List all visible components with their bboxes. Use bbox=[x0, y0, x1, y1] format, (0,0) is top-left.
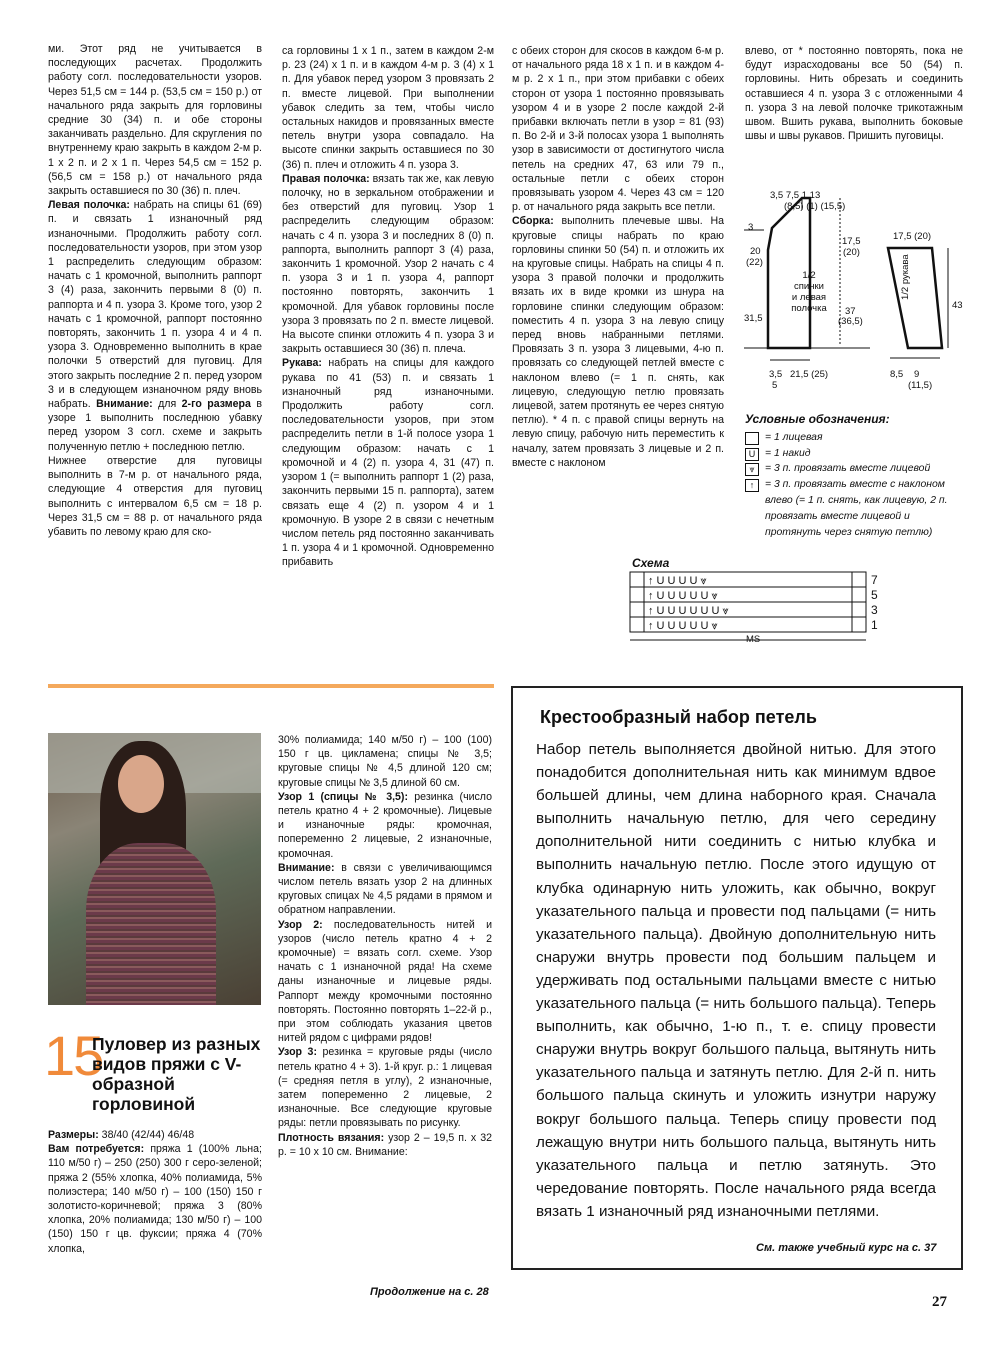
paragraph: Нижнее отверстие для пуговицы выполнить в 7-м р. от начального ряда, следующие 4 отверстия для пуговиц выполнить с интервалом 6,5 см = 18 р. Через 31,5 см = 88 р. от начального ряда убавить по левому краю для ско- bbox=[48, 454, 262, 538]
yarn-over-icon: U bbox=[745, 448, 759, 461]
paragraph: 30% полиамида; 140 м/50 г) – 100 (100) 150 г цв. цикламена; спицы № 3,5; круговые спицы № 4,5 длиной 120 см; круговые спицы № 3,5 длиной 60 см. bbox=[278, 734, 492, 789]
diagram-label: 9 bbox=[914, 369, 920, 380]
paragraph: Размеры: 38/40 (42/44) 46/48 bbox=[48, 1129, 195, 1141]
info-box-text: Набор петель выполняется двойной нитью. Для этого понадобится дополнительная нить как минимум вдвое большей длины, чем длина наборного края. Сначала выполнить начальную петлю, для чего середину дополнительной нити соединить с нитью клубка и выполнить начальную петлю. После этого идущую от клубка одинарную нить уложить, как обычно, вокруг указательного пальца и провести под пальцами (= нить указательного пальца). Двойную дополнительную нить снаружи внутрь провести под большим пальцем и удерживать под остальными пальцами вместе с нитью указательного пальца (= нить большого пальца). Теперь выполнить, как обычно, 1-ю п., т. е. спицу провести снаружи внутрь вокруг большого пальца, вытянуть нить указательного пальца и затянуть петлю. Для 2-й п. нить большого пальца скинуть и уложить изнутри наружу вокруг большого пальца. Теперь спицу провести под лежащую внутри нить большого пальца, вытянуть нить указательного пальца и петлю затянуть. Это чередование повторять. После начального ряда всегда вязать 1 изнаночный ряд изнаночными петлями. bbox=[536, 741, 936, 1220]
paragraph: Внимание: в связи с увеличивающимся числом петель вязать узор 2 на длинных круговых спицах № 4,5 рядами в прямом и обратном направлении. bbox=[278, 861, 492, 917]
diagram-label: (11,5) bbox=[908, 380, 933, 391]
diagram-label: 3,5 bbox=[769, 369, 783, 380]
model-photo bbox=[48, 733, 261, 1005]
text-column-5 bbox=[48, 1128, 262, 1256]
legend-title: Условные обозначения: bbox=[745, 412, 890, 426]
paragraph: с обеих сторон для скосов в каждом 6-м р. от начального ряда 18 х 1 п. и в каждом 4-м р. 2 х 1 п., при этом прибавки с обеих сторон от узора 1 постоянно провязывать узором 4 и в узоре 2 после каждой 2-й прибавки включать петли в узор = 81 (93) п. Во 2-й и 3-й полосах узора 1 выполнять узор в зависимости от достигнутого числа петель на средних 47, 63 или 79 п., остальные петли с обеих сторон провязывать узором 4. Через 43 см = 120 р. от начального ряда закрыть все петли. bbox=[512, 45, 724, 214]
section-divider bbox=[48, 684, 494, 688]
diagram-label: (20) bbox=[843, 247, 860, 258]
legend-item: ⩔ = 3 п. провязать вместе лицевой bbox=[745, 461, 965, 477]
legend-item: ↑ = 3 п. провязать вместе с наклоном влево (= 1 п. снять, как лицевую, 2 п. провязать вместе лицевой и протянуть через снятую петлю) bbox=[745, 477, 965, 540]
paragraph: Правая полочка: вязать так же, как левую полочку, но в зеркальном отображении и без отверстий для пуговиц. Узор 1 распределить следующим образом: начать с 4 п. узора 3 и последних 8 (0) п. раппорта, выполнить раппорт 3 (4) раза, закончить 1 кромочной. Узор 2 начать с 4 п. узора 3 и 1 п. узора 4, раппорт постоянно повторять, закончить 1 кромочной. Для убавок горловины после узора 3 провязать по 2 п. вместе лицевой. На высоте спинки отложить 4 п. узора 3 и закрыть оставшиеся 30 (36) п. плеча. bbox=[282, 172, 494, 356]
page-number: 27 bbox=[932, 1294, 947, 1310]
paragraph: влево, от * постоянно повторять, пока не будут израсходованы все 50 (54) п. горловины. Нить обрезать и соединить оставшиеся 4 п. узора 3 с отложенными 4 п. узора 3 на левой полочке трикотажным швом. Вшить рукава, выполнить боковые швы и швы рукавов. Пришить пуговицы. bbox=[745, 45, 963, 143]
schema-title: Схема bbox=[632, 556, 670, 570]
legend bbox=[745, 412, 965, 540]
paragraph: ми. Этот ряд не учитывается в последующих расчетах. Продолжить работу согл. последовательности узоров. Через 51,5 см = 144 р. (53,5 см = 150 р.) от начального ряда закрыть для горловины средние 30 (34) п. и обе стороны заканчивать раздельно. Для скругления по внутреннему краю закрыть в каждом 2-м р. 1 х 2 п. и 2 х 1 п. Через 54,5 см = 152 р. (56,5 см = 158 р.) от начального ряда закрыть оставшиеся по 30 (36) п. плеч. bbox=[48, 43, 262, 198]
svg-text:↑ U U U U U ⩔: ↑ U U U U U ⩔ bbox=[648, 590, 718, 602]
paragraph: са горловины 1 х 1 п., затем в каждом 2-м р. 23 (24) х 1 п. и в каждом 4-м р. 3 (4) х 1 п. Для убавок перед узором 3 провязать 2 п. вместе лицевой. При выполнении убавок следить за тем, чтобы число остальных накидов и провязанных вместе петель внутри узора совпадало. На высоте спинки закрыть оставшиеся по 30 (36) п. плеч и отложить 4 п. узора 3. bbox=[282, 45, 494, 171]
k3tog-icon: ⩔ bbox=[745, 463, 759, 476]
paragraph: Рукава: набрать на спицы для каждого рукава по 41 (53) п. и связать 1 изнаночный ряд изнаночными. Продолжить работу согл. последовательности узоров, при этом распределить петли в 1-й полосе узора 1 следующим образом: начать с 1 кромочной и 4 (2) п. узора 4, 31 (47) п. узором 1 (= выполнить раппорт 1 (2) раза, закончить первыми 15 п. раппорта), затем связать еще 4 (2) п. узором 4 и 1 кромочную. В узоре 2 в связи с нечетным числом петель ряд постоянно заканчивать 1 п. узора 4 и 1 кромочной. Одновременно прибавить bbox=[282, 357, 494, 569]
svg-text:↑ U U U U U ⩔: ↑ U U U U U ⩔ bbox=[648, 620, 718, 632]
diagram-label: (22) bbox=[746, 257, 763, 268]
knit-symbol-icon bbox=[745, 432, 759, 445]
project-title: Пуловер из разных видов пряжи с V-образной горловиной bbox=[92, 1034, 261, 1114]
text-column-3 bbox=[512, 44, 724, 470]
paragraph: Вам потребуется: пряжа 1 (100% льна; 110 м/50 г) – 250 (250) 300 г серо-зеленой; пряжа 2 (55% хлопка, 40% полиамида, 5% полиэстера; 140 м/50 г) – 100 (150) 150 г золотисто-коричневой; пряжа 3 (80% хлопка, 20% полиамида; 130 м/50 г) – 100 (150) 150 г цв. фуксии; пряжа 4 (70% хлопка, bbox=[48, 1143, 262, 1255]
diagram-label: 31,5 bbox=[744, 313, 763, 324]
chart-row-numbers: 7 5 3 1 bbox=[871, 573, 878, 632]
text-column-2 bbox=[282, 44, 494, 570]
paragraph: Плотность вязания: узор 2 – 19,5 п. х 32 р. = 10 х 10 см. Внимание: bbox=[278, 1131, 492, 1158]
diagram-sleeve-label: 1/2 рукава bbox=[900, 254, 911, 300]
legend-item: = 1 лицевая bbox=[745, 430, 965, 446]
diagram-center-label: 1/2 спинки и левая полочка bbox=[791, 270, 827, 314]
text-column-1 bbox=[48, 42, 262, 539]
diagram-label: (8,5) (1) (15,5) bbox=[784, 201, 846, 212]
sk2p-icon: ↑ bbox=[745, 479, 759, 492]
svg-text:↑ U U U U U U ⩔: ↑ U U U U U U ⩔ bbox=[648, 605, 729, 617]
diagram-label: 8,5 bbox=[890, 369, 904, 380]
diagram-label: 20 bbox=[750, 246, 761, 257]
diagram-label: 17,5 (20) bbox=[893, 231, 932, 242]
diagram-label: 3,5 7,5 1 13 bbox=[770, 190, 821, 201]
continued-note: Продолжение на с. 28 bbox=[370, 1286, 489, 1298]
diagram-label: 21,5 (25) bbox=[790, 369, 829, 380]
diagram-label: 3 bbox=[748, 222, 754, 233]
paragraph: Сборка: выполнить плечевые швы. На круговые спицы набрать по краю горловины спинки 50 (54) п. и отложить их на круговые спицы. Набрать на спицы 4 п. узора 3 правой полочки и продолжить вязать их в виде кромки из шнура на горловине спинки следующим образом: поместить 4 п. узора 3 на левую спицу перед вновь набранными петлями. Провязать 3 п. узора 3 лицевыми, 4-ю п. провязать со следующей петлей вместе с наклоном влево (= 1 п. снять, как лицевую, следующую петлю провязать лицевой, затем протянуть ее через снятую петлю). * 4 п. с правой спицы вернуть на левую спицу, рабочую нить переместить к началу, затем провязать 3 лицевые и 2 п. вместе с наклоном bbox=[512, 215, 724, 469]
diagram-label: 37 bbox=[845, 306, 856, 317]
legend-item: U = 1 накид bbox=[745, 446, 965, 462]
paragraph: Узор 3: резинка = круговые ряды (число петель кратно 4 + 3). 1-й круг. р.: 1 лицевая (= средняя петля в углу), 2 изнаночные, затем попеременно 2 лицевые, 2 изнаночные. Все следующие круговые ряды: петли провязывать по рисунку. bbox=[278, 1046, 492, 1130]
paragraph: Узор 1 (спицы № 3,5): резинка (число петель кратно 4 + 2 кромочные). Лицевые и изнаночные ряды: кромочная, попеременно 2 лицевые, 2 изнаночные, кромочная. bbox=[278, 790, 492, 860]
chart-ms-label: MS bbox=[746, 634, 761, 645]
paragraph: Узор 2: последовательность нитей и узоров (число петель кратно 4 + 2 кромочные) = вязать согл. схеме. Узор начать с 1 изнаночной ряда! На схеме даны изнаночные и лицевые ряды. Раппорт между кромочными постоянно повторять. Постоянно повторять 1–22-й р., при этом соблюдать указания цветов нитей рядом с цифрами рядов! bbox=[278, 918, 492, 1045]
diagram-label: 43 bbox=[952, 300, 963, 311]
svg-text:↑ U U U U ⩔: ↑ U U U U ⩔ bbox=[648, 575, 707, 587]
diagram-label: 5 bbox=[772, 380, 778, 391]
paragraph: Левая полочка: набрать на спицы 61 (69) п. и связать 1 изнаночный ряд изнаночными. Продолжить работу согл. последовательности узоров, при этом узор 1 распределить следующим образом: начать с 1 кромочной, выполнить раппорт 3 (4) раза, закончить первыми 8 (0) п. раппорта и 4 п. узора 3. Кроме того, узор 2 начать с 1 кромочной, раппорт постоянно повторять, закончить 1 п. узора 4 и 4 п. узора 3. Одновременно выполнить в крае полочки 5 отверстий для пуговиц. Для этого закрыть последние 2 п. перед узором 3 и в следующем изнаночном ряду вновь набрать. Внимание: для 2-го размера в узоре 1 выполнить последнюю убавку перед узором 3 согл. схеме и закрыть полученную петлю + последнюю петлю. bbox=[48, 199, 262, 453]
info-box-footer: См. также учебный курс на с. 37 bbox=[756, 1242, 937, 1254]
text-column-6 bbox=[278, 733, 492, 1159]
info-box-title: Крестообразный набор петель bbox=[540, 707, 817, 727]
diagram-label: 17,5 bbox=[842, 236, 861, 247]
text-column-4 bbox=[745, 44, 963, 143]
project-number: 15 bbox=[44, 1024, 103, 1087]
diagram-label: (36,5) bbox=[838, 316, 863, 327]
